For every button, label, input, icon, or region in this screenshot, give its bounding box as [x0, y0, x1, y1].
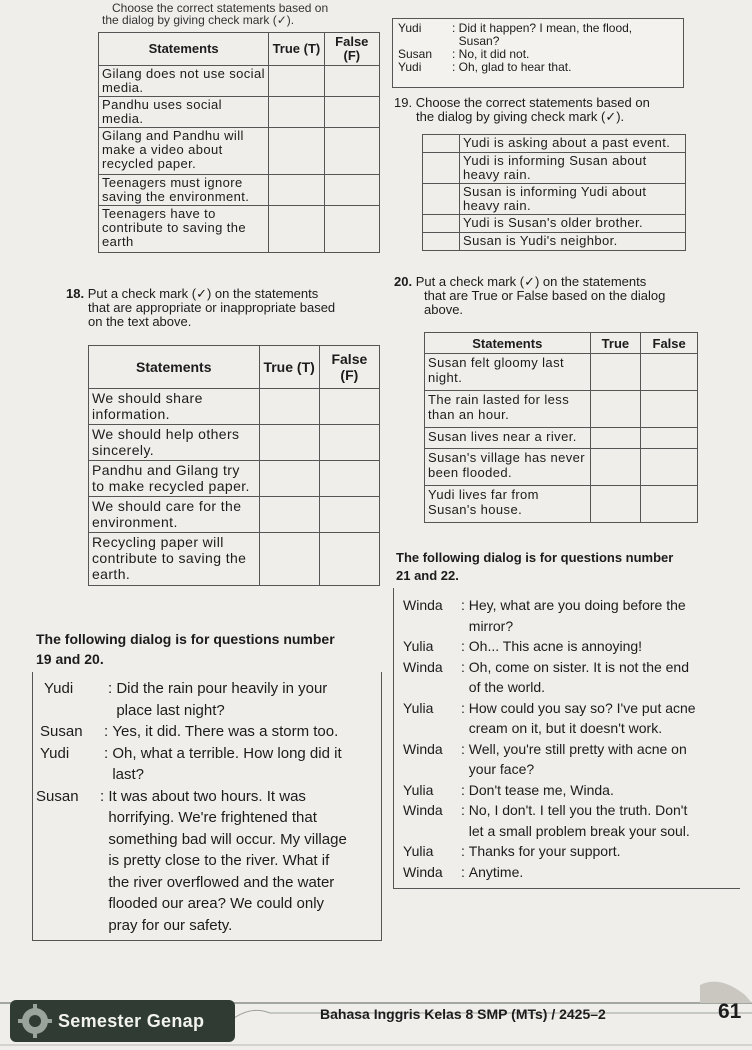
dialog-line: Yulia : Thanks for your support. — [403, 841, 739, 862]
statement-cell: We should care for the environment. — [89, 497, 260, 533]
table-row — [425, 486, 698, 523]
table-row — [423, 233, 686, 251]
utterance: place last night? — [116, 701, 225, 719]
intro-21-22 — [396, 549, 673, 585]
statement-cell: We should help others sincerely. — [89, 425, 260, 461]
dialog-line: Yulia : How could you say so? I've put acne cream on it, but it doesn't work. — [403, 698, 739, 739]
table-row — [99, 206, 380, 253]
speaker: Yudi — [44, 680, 74, 697]
table-row — [425, 449, 698, 486]
dialog-19-20 — [36, 678, 378, 936]
utterance: Yes, it did. There was a storm too. — [112, 723, 339, 740]
dialog-line: Susan : It was about two hours. It was horrifying. We're frightened that something bad will occur. My village is pretty close to the river. What if the river overflowed and the water flooded our area? We could only pray for our safety. — [44, 786, 378, 937]
dialog-line: Susan : Yes, it did. There was a storm too. — [44, 721, 378, 743]
table-row — [99, 97, 380, 128]
statement-cell: Pandhu and Gilang try to make recycled paper. — [89, 461, 260, 497]
statement-cell: Yudi is informing Susan about heavy rain. — [460, 153, 686, 184]
speaker: Winda — [403, 597, 443, 613]
table-row — [423, 153, 686, 184]
header-true: True (T) — [269, 33, 324, 66]
header-false: False (F) — [319, 346, 379, 389]
q19-table — [422, 134, 686, 251]
q19-instruction — [394, 96, 650, 124]
dialog-line: Yudi : Oh, glad to hear that. — [398, 61, 632, 74]
intro-19-20-line1: The following dialog is for questions number — [36, 631, 335, 647]
false-checkbox[interactable] — [324, 66, 379, 97]
header-true: True (T) — [259, 346, 319, 389]
statement-cell: The rain lasted for less than an hour. — [425, 391, 591, 428]
utterance: Well, you're still pretty with acne on — [468, 740, 687, 757]
table-row — [99, 66, 380, 97]
q19-line1: Choose the correct statements based on — [415, 95, 650, 110]
checkbox[interactable] — [423, 153, 460, 184]
true-checkbox[interactable] — [259, 533, 319, 586]
utterance: of the world. — [468, 679, 546, 695]
false-checkbox[interactable] — [641, 391, 698, 428]
utterance: Thanks for your support. — [468, 843, 621, 859]
semester-badge-label: Semester Genap — [58, 1011, 205, 1031]
table-row — [89, 461, 380, 497]
true-checkbox[interactable] — [269, 128, 324, 175]
speaker: Yulia — [403, 781, 434, 798]
checkbox[interactable] — [423, 215, 460, 233]
statement-cell: Yudi is Susan's older brother. — [460, 215, 686, 233]
q18-line1: Put a check mark (✓) on the statements — [87, 286, 319, 301]
utterance: It was about two hours. It was — [108, 787, 306, 805]
dialog-line: Yudi : Did it happen? I mean, the flood, Susan? — [398, 21, 633, 48]
dialog-line: Winda : No, I don't. I tell you the truth. Don't let a small problem break your soul. — [403, 800, 739, 841]
table-row — [425, 391, 698, 428]
speaker: Winda — [403, 658, 443, 675]
intro-21-22-line2: 21 and 22. — [396, 568, 459, 583]
q18-line2: that are appropriate or inappropriate based — [88, 300, 336, 315]
utterance: No, it did not. — [458, 47, 530, 61]
q18-table — [88, 345, 380, 586]
true-checkbox[interactable] — [269, 206, 324, 253]
q19-number: 19. — [394, 95, 413, 110]
statement-cell: Teenagers must ignore saving the environment. — [99, 175, 269, 206]
utterance: Anytime. — [468, 863, 524, 880]
footer-subject: Bahasa Inggris Kelas 8 SMP (MTs) / 2425–2 — [320, 1006, 606, 1022]
utterance: is pretty close to the river. What if — [108, 852, 330, 869]
intro-21-22-line1: The following dialog is for questions number — [396, 550, 674, 565]
true-checkbox[interactable] — [590, 486, 641, 523]
gear-icon — [18, 1004, 52, 1038]
true-checkbox[interactable] — [269, 66, 324, 97]
dialog-top-right — [398, 22, 632, 74]
speaker: Winda — [403, 740, 443, 757]
top-instruction-line2: the dialog by giving check mark (✓). — [102, 13, 295, 27]
header-false: False — [641, 333, 698, 354]
header-statements: Statements — [89, 346, 260, 389]
utterance: flooded our area? We could only — [108, 895, 325, 912]
utterance: the river overflowed and the water — [108, 873, 335, 891]
table-row — [423, 184, 686, 215]
checkbox[interactable] — [423, 135, 460, 153]
speaker: Yudi — [40, 744, 70, 762]
checkbox[interactable] — [423, 233, 460, 251]
false-checkbox[interactable] — [324, 206, 379, 253]
table-row — [99, 175, 380, 206]
utterance: Oh, glad to hear that. — [458, 60, 572, 74]
dialog-line: Yudi : Oh, what a terrible. How long did it last? — [44, 743, 378, 786]
statement-cell: We should share information. — [89, 389, 260, 425]
q20-line2: that are True or False based on the dialog — [424, 288, 666, 303]
header-statements: Statements — [425, 333, 591, 354]
utterance: No, I don't. I tell you the truth. Don't — [468, 802, 688, 818]
utterance: Did the rain pour heavily in your — [116, 680, 328, 697]
utterance: Did it happen? I mean, the flood, — [458, 21, 633, 35]
utterance: let a small problem break your soul. — [468, 822, 690, 839]
utterance: Oh... This acne is annoying! — [468, 638, 643, 654]
dialog-21-22 — [403, 595, 739, 882]
statement-cell: Gilang and Pandhu will make a video about recycled paper. — [99, 128, 269, 175]
true-checkbox[interactable] — [259, 425, 319, 461]
false-checkbox[interactable] — [641, 449, 698, 486]
true-checkbox[interactable] — [590, 449, 641, 486]
true-checkbox[interactable] — [259, 497, 319, 533]
q19-line2: the dialog by giving check mark (✓). — [416, 109, 625, 124]
intro-19-20-line2: 19 and 20. — [36, 651, 104, 667]
statement-cell: Teenagers have to contribute to saving the earth — [99, 206, 269, 253]
table-row — [99, 128, 380, 175]
table-row — [425, 428, 698, 449]
false-checkbox[interactable] — [319, 533, 379, 586]
utterance: Don't tease me, Winda. — [468, 781, 614, 798]
false-checkbox[interactable] — [641, 428, 698, 449]
false-checkbox[interactable] — [641, 354, 698, 391]
q18-line3: on the text above. — [88, 314, 192, 329]
q20-line3: above. — [424, 302, 464, 317]
speaker: Susan — [36, 787, 79, 805]
header-false: False (F) — [324, 33, 379, 66]
utterance: Hey, what are you doing before the — [468, 597, 686, 613]
false-checkbox[interactable] — [319, 497, 379, 533]
statement-cell: Susan's village has never been flooded. — [425, 449, 591, 486]
top-instruction-line1: Choose the correct statements based on — [112, 1, 329, 15]
statement-cell: Recycling paper will contribute to saving the earth. — [89, 533, 260, 586]
q20-line1: Put a check mark (✓) on the statements — [415, 274, 647, 289]
table-row — [89, 497, 380, 533]
statement-cell: Susan felt gloomy last night. — [425, 354, 591, 391]
page-number: 61 — [718, 1000, 742, 1023]
table-row — [423, 215, 686, 233]
top-instruction — [102, 1, 329, 27]
table-row — [89, 425, 380, 461]
false-checkbox[interactable] — [319, 389, 379, 425]
statement-cell: Gilang does not use social media. — [99, 66, 269, 97]
q20-instruction — [394, 275, 665, 317]
utterance: last? — [112, 766, 145, 783]
statement-cell: Yudi lives far from Susan's house. — [425, 486, 591, 523]
utterance: horrifying. We're frightened that — [108, 809, 317, 826]
speaker: Winda — [403, 802, 443, 818]
table-row — [89, 389, 380, 425]
dialog-line: Winda : Oh, come on sister. It is not the end of the world. — [403, 657, 739, 698]
speaker: Yudi — [398, 60, 422, 74]
speaker: Yudi — [398, 21, 422, 35]
utterance: How could you say so? I've put acne — [468, 699, 696, 716]
utterance: Oh, what a terrible. How long did it — [112, 744, 342, 762]
statement-cell: Pandhu uses social media. — [99, 97, 269, 128]
false-checkbox[interactable] — [319, 461, 379, 497]
utterance: pray for our safety. — [108, 916, 233, 934]
speaker: Susan — [40, 723, 83, 740]
header-true: True — [590, 333, 641, 354]
true-checkbox[interactable] — [259, 461, 319, 497]
utterance: cream on it, but it doesn't work. — [468, 720, 663, 736]
statements-table-top-left — [98, 32, 380, 253]
false-checkbox[interactable] — [641, 486, 698, 523]
checkbox[interactable] — [423, 184, 460, 215]
dialog-line: Susan : No, it did not. — [398, 48, 632, 61]
speaker: Susan — [398, 47, 433, 61]
q18-instruction — [66, 287, 335, 329]
dialog-line: Winda : Well, you're still pretty with acne on your face? — [403, 739, 739, 780]
dialog-line: Winda : Anytime. — [403, 862, 739, 883]
false-checkbox[interactable] — [324, 175, 379, 206]
q20-table — [424, 332, 698, 523]
dialog-line: Yudi : Did the rain pour heavily in your place last night? — [44, 678, 378, 721]
dialog-line: Yulia : Don't tease me, Winda. — [403, 780, 739, 801]
speaker: Yulia — [403, 843, 434, 859]
utterance: mirror? — [468, 617, 514, 634]
statement-cell: Susan is Yudi's neighbor. — [460, 233, 686, 251]
true-checkbox[interactable] — [590, 428, 641, 449]
utterance: something bad will occur. My village — [108, 830, 347, 848]
q18-number: 18. — [66, 286, 85, 301]
statement-cell: Susan lives near a river. — [425, 428, 591, 449]
utterance: Oh, come on sister. It is not the end — [468, 658, 690, 675]
speaker: Yulia — [403, 699, 434, 716]
false-checkbox[interactable] — [319, 425, 379, 461]
intro-19-20 — [36, 629, 335, 669]
true-checkbox[interactable] — [259, 389, 319, 425]
true-checkbox[interactable] — [269, 175, 324, 206]
dialog-line: Yulia : Oh... This acne is annoying! — [403, 636, 739, 657]
statement-cell: Yudi is asking about a past event. — [460, 135, 686, 153]
table-row — [425, 354, 698, 391]
true-checkbox[interactable] — [590, 391, 641, 428]
header-statements: Statements — [99, 33, 269, 66]
false-checkbox[interactable] — [324, 97, 379, 128]
statement-cell: Susan is informing Yudi about heavy rain. — [460, 184, 686, 215]
table-row — [89, 533, 380, 586]
true-checkbox[interactable] — [269, 97, 324, 128]
dialog-line: Winda : Hey, what are you doing before the mirror? — [403, 595, 739, 636]
table-row — [423, 135, 686, 153]
utterance: Susan? — [458, 34, 500, 48]
speaker: Yulia — [403, 638, 434, 654]
speaker: Winda — [403, 863, 443, 880]
utterance: your face? — [468, 761, 535, 777]
false-checkbox[interactable] — [324, 128, 379, 175]
q20-number: 20. — [394, 274, 413, 289]
true-checkbox[interactable] — [590, 354, 641, 391]
